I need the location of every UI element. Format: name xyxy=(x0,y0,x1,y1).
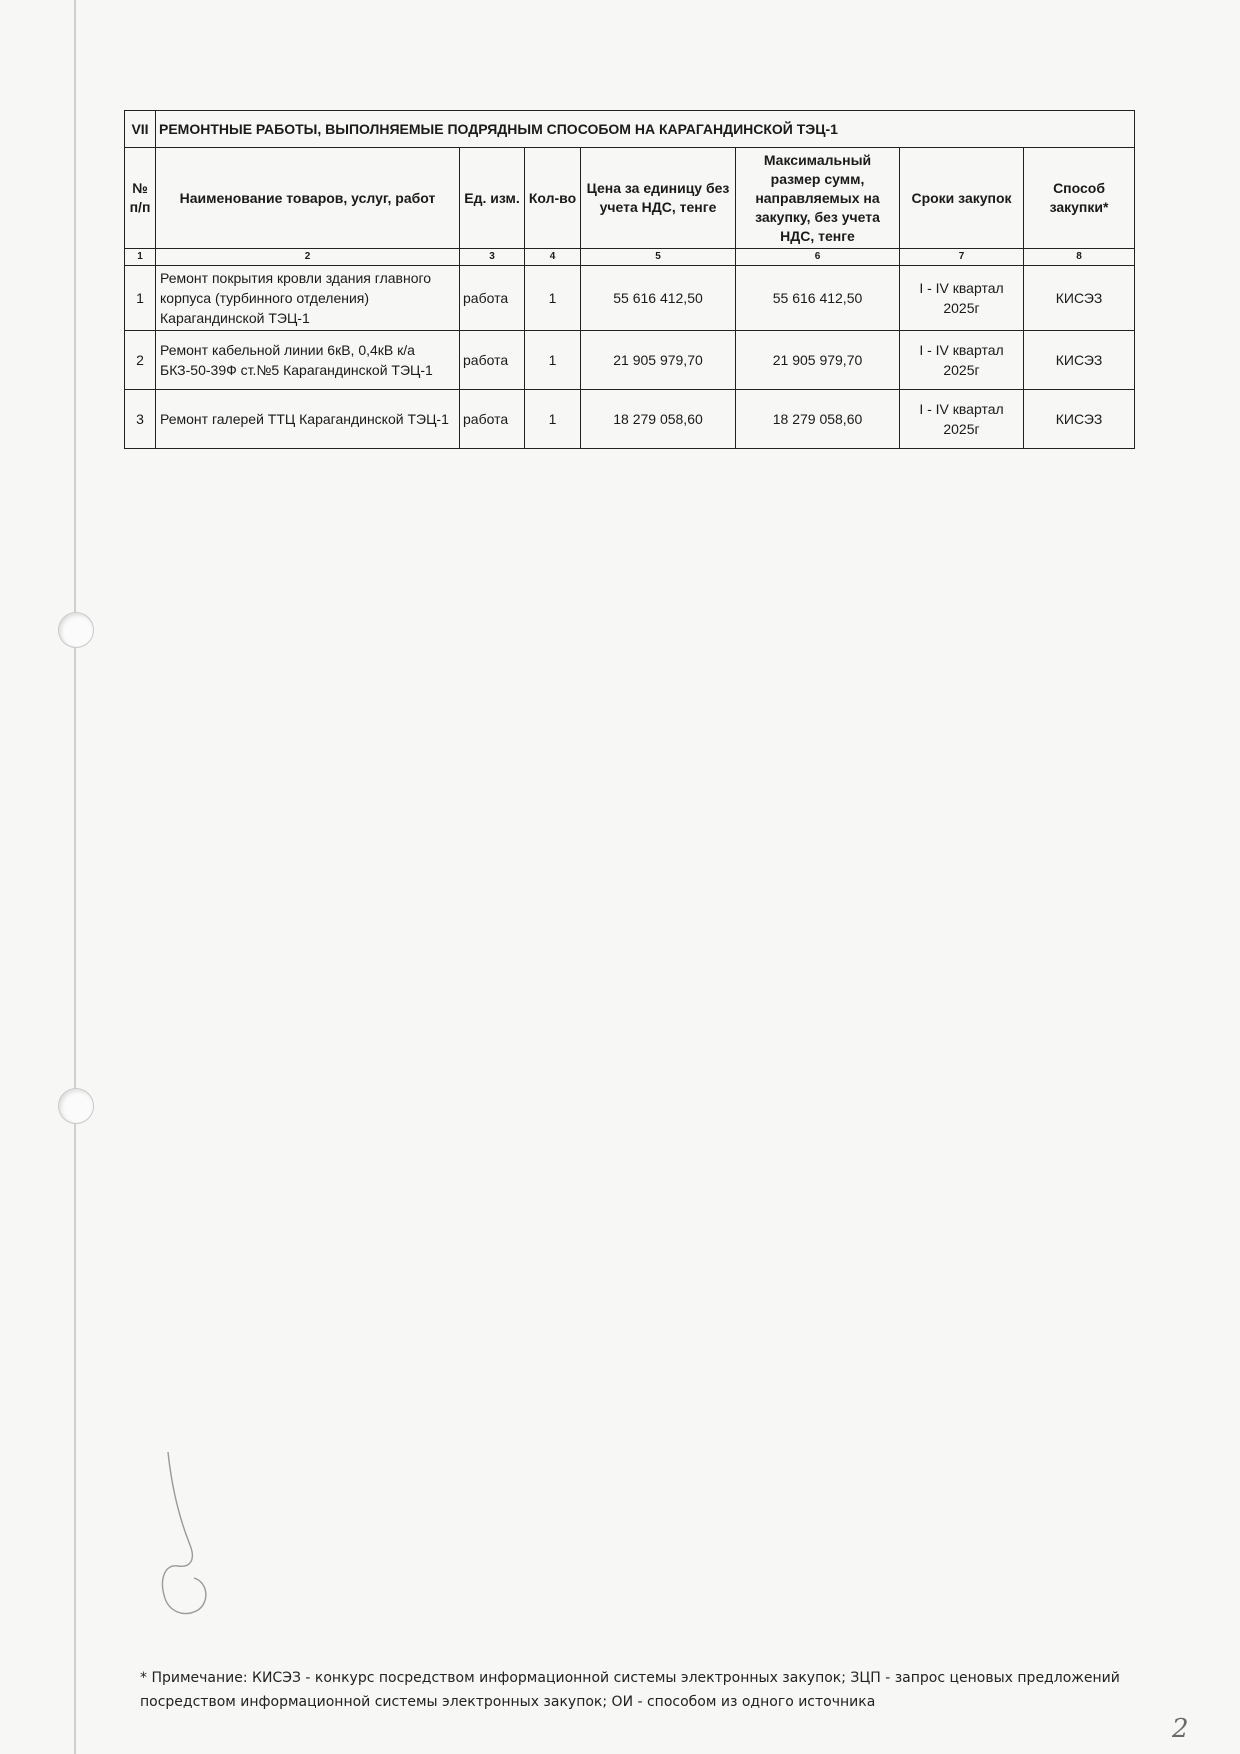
table-row xyxy=(125,266,1135,331)
row-quantity: 1 xyxy=(525,331,581,390)
row-max-sum: 21 905 979,70 xyxy=(736,331,900,390)
header-max-sum: Максимальный размер сумм, направляемых на закупку, без учета НДС, тенге xyxy=(736,148,900,249)
row-number: 3 xyxy=(125,390,156,449)
row-quantity: 1 xyxy=(525,390,581,449)
column-number: 7 xyxy=(900,249,1024,266)
row-number: 2 xyxy=(125,331,156,390)
row-max-sum: 55 616 412,50 xyxy=(736,266,900,331)
header-unit-price: Цена за единицу без учета НДС, тенге xyxy=(581,148,736,249)
punch-hole xyxy=(58,1088,94,1124)
section-title: РЕМОНТНЫЕ РАБОТЫ, ВЫПОЛНЯЕМЫЕ ПОДРЯДНЫМ СПОСОБОМ НА КАРАГАНДИНСКОЙ ТЭЦ-1 xyxy=(156,111,1135,148)
column-number: 8 xyxy=(1024,249,1135,266)
punch-hole xyxy=(58,612,94,648)
row-name: Ремонт кабельной линии 6кВ, 0,4кВ к/а БКЗ-50-39Ф ст.№5 Карагандинской ТЭЦ-1 xyxy=(156,331,460,390)
header-period: Сроки закупок xyxy=(900,148,1024,249)
table-row xyxy=(125,390,1135,449)
page-edge-line xyxy=(74,0,76,1754)
row-method: КИСЭЗ xyxy=(1024,331,1135,390)
row-quantity: 1 xyxy=(525,266,581,331)
header-number: № п/п xyxy=(125,148,156,249)
column-number: 1 xyxy=(125,249,156,266)
row-unit: работа xyxy=(460,390,525,449)
row-unit-price: 18 279 058,60 xyxy=(581,390,736,449)
row-unit-price: 55 616 412,50 xyxy=(581,266,736,331)
row-name: Ремонт покрытия кровли здания главного корпуса (турбинного отделения) Карагандинской ТЭЦ-1 xyxy=(156,266,460,331)
handwritten-signature xyxy=(150,1450,240,1630)
column-number: 2 xyxy=(156,249,460,266)
header-unit: Ед. изм. xyxy=(460,148,525,249)
procurement-table xyxy=(124,110,1135,449)
column-number: 5 xyxy=(581,249,736,266)
footnote: * Примечание: КИСЭЗ - конкурс посредством информационной системы электронных закупок; ЗЦП - запрос ценовых предложений посредством информационной системы электронных закупок; ОИ - способом из одного источника xyxy=(140,1670,1120,1710)
row-method: КИСЭЗ xyxy=(1024,266,1135,331)
row-period: I - IV квартал 2025г xyxy=(900,331,1024,390)
row-unit: работа xyxy=(460,266,525,331)
row-period: I - IV квартал 2025г xyxy=(900,266,1024,331)
column-header-row xyxy=(125,148,1135,249)
column-number: 4 xyxy=(525,249,581,266)
row-name: Ремонт галерей ТТЦ Карагандинской ТЭЦ-1 xyxy=(156,390,460,449)
section-header-row xyxy=(125,111,1135,148)
column-number-row xyxy=(125,249,1135,266)
header-method: Способ закупки* xyxy=(1024,148,1135,249)
row-period: I - IV квартал 2025г xyxy=(900,390,1024,449)
column-number: 3 xyxy=(460,249,525,266)
header-name: Наименование товаров, услуг, работ xyxy=(156,148,460,249)
row-number: 1 xyxy=(125,266,156,331)
row-unit: работа xyxy=(460,331,525,390)
row-method: КИСЭЗ xyxy=(1024,390,1135,449)
column-number: 6 xyxy=(736,249,900,266)
section-number: VII xyxy=(125,111,156,148)
row-max-sum: 18 279 058,60 xyxy=(736,390,900,449)
header-quantity: Кол-во xyxy=(525,148,581,249)
page-number: 2 xyxy=(1172,1714,1189,1744)
table-row xyxy=(125,331,1135,390)
row-unit-price: 21 905 979,70 xyxy=(581,331,736,390)
